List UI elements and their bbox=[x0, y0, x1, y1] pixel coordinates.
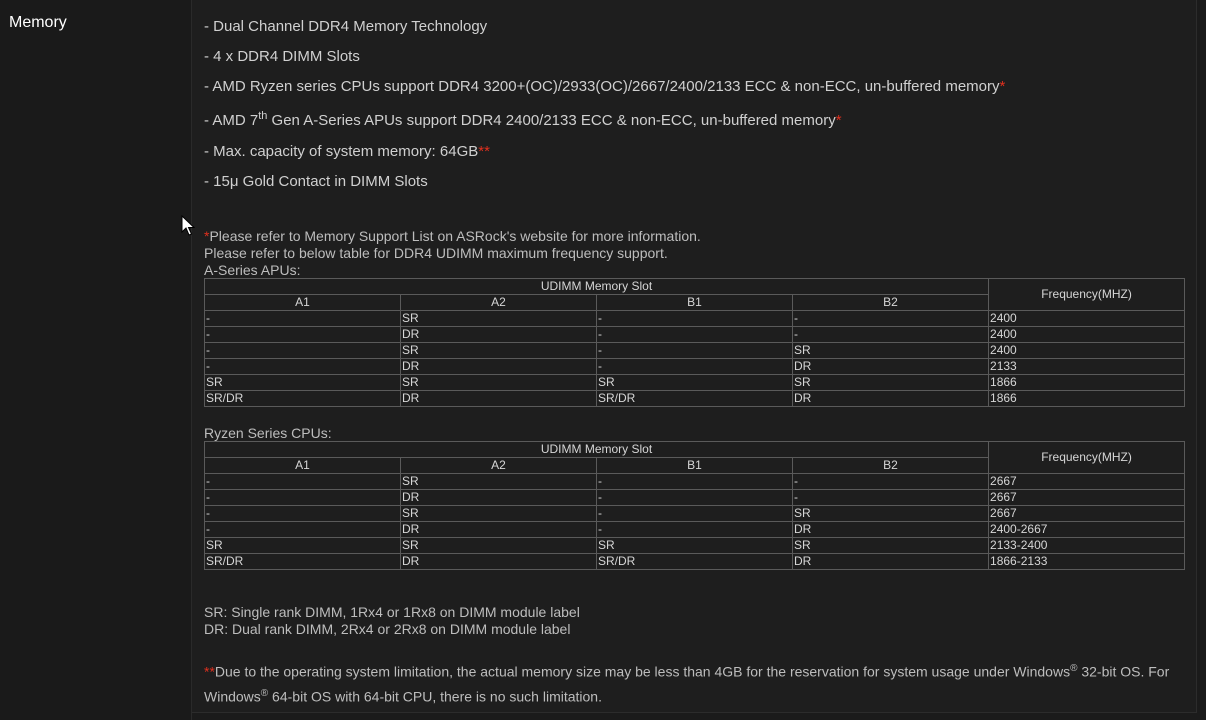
slot-cell: - bbox=[597, 506, 793, 522]
spec-line-dual-channel bbox=[204, 18, 487, 35]
slot-cell: SR bbox=[793, 375, 989, 391]
footnote-marker: * bbox=[835, 112, 842, 129]
slot-cell: DR bbox=[793, 359, 989, 375]
slot-cell: - bbox=[205, 490, 401, 506]
slot-group-header: UDIMM Memory Slot bbox=[205, 279, 989, 295]
spec-text: - Dual Channel DDR4 Memory Technology bbox=[204, 18, 488, 35]
slot-cell: - bbox=[793, 311, 989, 327]
ryzen-table-heading: Ryzen Series CPUs: bbox=[204, 425, 332, 441]
slot-cell: - bbox=[205, 311, 401, 327]
slot-cell: SR/DR bbox=[597, 554, 793, 570]
spec-text: - 15μ Gold Contact in DIMM Slots bbox=[204, 173, 428, 190]
frequency-cell: 2400 bbox=[989, 311, 1185, 327]
registered-mark: ® bbox=[1070, 663, 1078, 674]
table-row bbox=[205, 343, 1185, 359]
slot-cell: - bbox=[205, 506, 401, 522]
slot-cell: SR/DR bbox=[597, 391, 793, 407]
slot-cell: - bbox=[597, 311, 793, 327]
table-row bbox=[205, 506, 1185, 522]
ordinal-suffix: th bbox=[258, 110, 268, 122]
frequency-cell: 2133 bbox=[989, 359, 1185, 375]
slot-cell: SR bbox=[205, 375, 401, 391]
spec-line-ryzen-support bbox=[204, 78, 1005, 95]
table-row bbox=[205, 554, 1185, 570]
frequency-header: Frequency(MHZ) bbox=[989, 442, 1185, 474]
slot-cell: SR bbox=[401, 538, 597, 554]
slot-header: A1 bbox=[205, 295, 401, 311]
slot-cell: - bbox=[793, 490, 989, 506]
slot-cell: DR bbox=[401, 359, 597, 375]
slot-cell: SR bbox=[401, 506, 597, 522]
slot-cell: SR bbox=[401, 311, 597, 327]
note-text: Please refer to below table for DDR4 UDIMM maximum frequency support. bbox=[204, 245, 668, 261]
slot-cell: DR bbox=[793, 522, 989, 538]
slot-cell: SR/DR bbox=[205, 554, 401, 570]
frequency-header: Frequency(MHZ) bbox=[989, 279, 1185, 311]
slot-cell: SR bbox=[597, 538, 793, 554]
slot-header: B2 bbox=[793, 295, 989, 311]
slot-header: A2 bbox=[401, 295, 597, 311]
slot-group-header: UDIMM Memory Slot bbox=[205, 442, 989, 458]
slot-cell: SR bbox=[401, 343, 597, 359]
footnote-text: 32-bit OS. For Windows bbox=[204, 663, 1170, 705]
note-text: Please refer to Memory Support List on ASRock's website for more information. bbox=[209, 228, 701, 244]
slot-cell: DR bbox=[793, 391, 989, 407]
slot-cell: SR bbox=[401, 474, 597, 490]
spec-text: - AMD Ryzen series CPUs support DDR4 3200+(OC)/2933(OC)/2667/2400/2133 ECC & non-ECC, un-buffered memory bbox=[204, 78, 1000, 95]
slot-cell: - bbox=[205, 343, 401, 359]
footnote-text: Due to the operating system limitation, the actual memory size may be less than 4GB for the reservation for system usage under Windows bbox=[214, 663, 1071, 680]
slot-cell: - bbox=[205, 474, 401, 490]
spec-text: - AMD 7 bbox=[204, 112, 259, 129]
table-row bbox=[205, 311, 1185, 327]
spec-line-gold-contact bbox=[204, 173, 428, 190]
slot-cell: - bbox=[793, 474, 989, 490]
slot-cell: DR bbox=[793, 554, 989, 570]
slot-cell: DR bbox=[401, 327, 597, 343]
footnote-marker: ** bbox=[478, 143, 490, 160]
slot-cell: - bbox=[205, 327, 401, 343]
frequency-cell: 2667 bbox=[989, 506, 1185, 522]
spec-line-apu-support bbox=[204, 110, 842, 129]
spec-content bbox=[192, 0, 1197, 713]
slot-cell: SR/DR bbox=[205, 391, 401, 407]
frequency-cell: 1866 bbox=[989, 391, 1185, 407]
slot-cell: DR bbox=[401, 554, 597, 570]
table-row bbox=[205, 474, 1185, 490]
slot-cell: SR bbox=[205, 538, 401, 554]
os-limitation-footnote bbox=[204, 658, 1189, 707]
table-header-row bbox=[205, 442, 1185, 458]
legend-dr: DR: Dual rank DIMM, 2Rx4 or 2Rx8 on DIMM module label bbox=[204, 621, 571, 637]
footnote-text: 64-bit OS with 64-bit CPU, there is no such limitation. bbox=[268, 688, 602, 705]
frequency-cell: 2667 bbox=[989, 474, 1185, 490]
frequency-cell: 1866-2133 bbox=[989, 554, 1185, 570]
table-row bbox=[205, 359, 1185, 375]
slot-cell: - bbox=[205, 359, 401, 375]
slot-cell: - bbox=[597, 343, 793, 359]
slot-cell: SR bbox=[793, 538, 989, 554]
frequency-cell: 2133-2400 bbox=[989, 538, 1185, 554]
legend-sr: SR: Single rank DIMM, 1Rx4 or 1Rx8 on DIMM module label bbox=[204, 604, 580, 620]
registered-mark: ® bbox=[260, 687, 269, 699]
spec-line-dimm-slots bbox=[204, 48, 360, 65]
slot-cell: - bbox=[597, 490, 793, 506]
frequency-cell: 2400-2667 bbox=[989, 522, 1185, 538]
slot-header: A1 bbox=[205, 458, 401, 474]
frequency-cell: 1866 bbox=[989, 375, 1185, 391]
apu-table-heading: A-Series APUs: bbox=[204, 262, 301, 278]
slot-cell: - bbox=[793, 327, 989, 343]
spec-line-max-capacity bbox=[204, 143, 490, 160]
spec-label-column bbox=[0, 0, 192, 720]
slot-cell: SR bbox=[597, 375, 793, 391]
slot-cell: - bbox=[597, 474, 793, 490]
support-note bbox=[204, 228, 701, 279]
slot-cell: SR bbox=[401, 375, 597, 391]
slot-cell: SR bbox=[793, 343, 989, 359]
footnote-marker: * bbox=[999, 78, 1006, 95]
slot-header: B1 bbox=[597, 295, 793, 311]
table-row bbox=[205, 375, 1185, 391]
spec-text: - 4 x DDR4 DIMM Slots bbox=[204, 48, 360, 65]
slot-header: B1 bbox=[597, 458, 793, 474]
section-label: Memory bbox=[9, 14, 67, 31]
mouse-cursor-icon bbox=[181, 215, 195, 237]
footnote-marker: * bbox=[204, 228, 210, 244]
slot-cell: - bbox=[597, 327, 793, 343]
table-row bbox=[205, 327, 1185, 343]
table-header-row bbox=[205, 279, 1185, 295]
table-row bbox=[205, 490, 1185, 506]
slot-cell: DR bbox=[401, 522, 597, 538]
table-row bbox=[205, 538, 1185, 554]
slot-cell: - bbox=[597, 522, 793, 538]
ryzen-memory-table bbox=[204, 441, 1185, 570]
apu-memory-table bbox=[204, 278, 1185, 407]
slot-cell: - bbox=[597, 359, 793, 375]
frequency-cell: 2400 bbox=[989, 343, 1185, 359]
rank-legend bbox=[204, 604, 580, 638]
frequency-cell: 2667 bbox=[989, 490, 1185, 506]
table-row bbox=[205, 391, 1185, 407]
spec-text: Gen A-Series APUs support DDR4 2400/2133 ECC & non-ECC, un-buffered memory bbox=[267, 112, 836, 129]
spec-text: - Max. capacity of system memory: 64GB bbox=[204, 143, 479, 160]
slot-header: B2 bbox=[793, 458, 989, 474]
table-row bbox=[205, 522, 1185, 538]
slot-header: A2 bbox=[401, 458, 597, 474]
slot-cell: SR bbox=[793, 506, 989, 522]
footnote-marker: ** bbox=[204, 663, 215, 680]
slot-cell: DR bbox=[401, 490, 597, 506]
slot-cell: DR bbox=[401, 391, 597, 407]
slot-cell: - bbox=[205, 522, 401, 538]
frequency-cell: 2400 bbox=[989, 327, 1185, 343]
